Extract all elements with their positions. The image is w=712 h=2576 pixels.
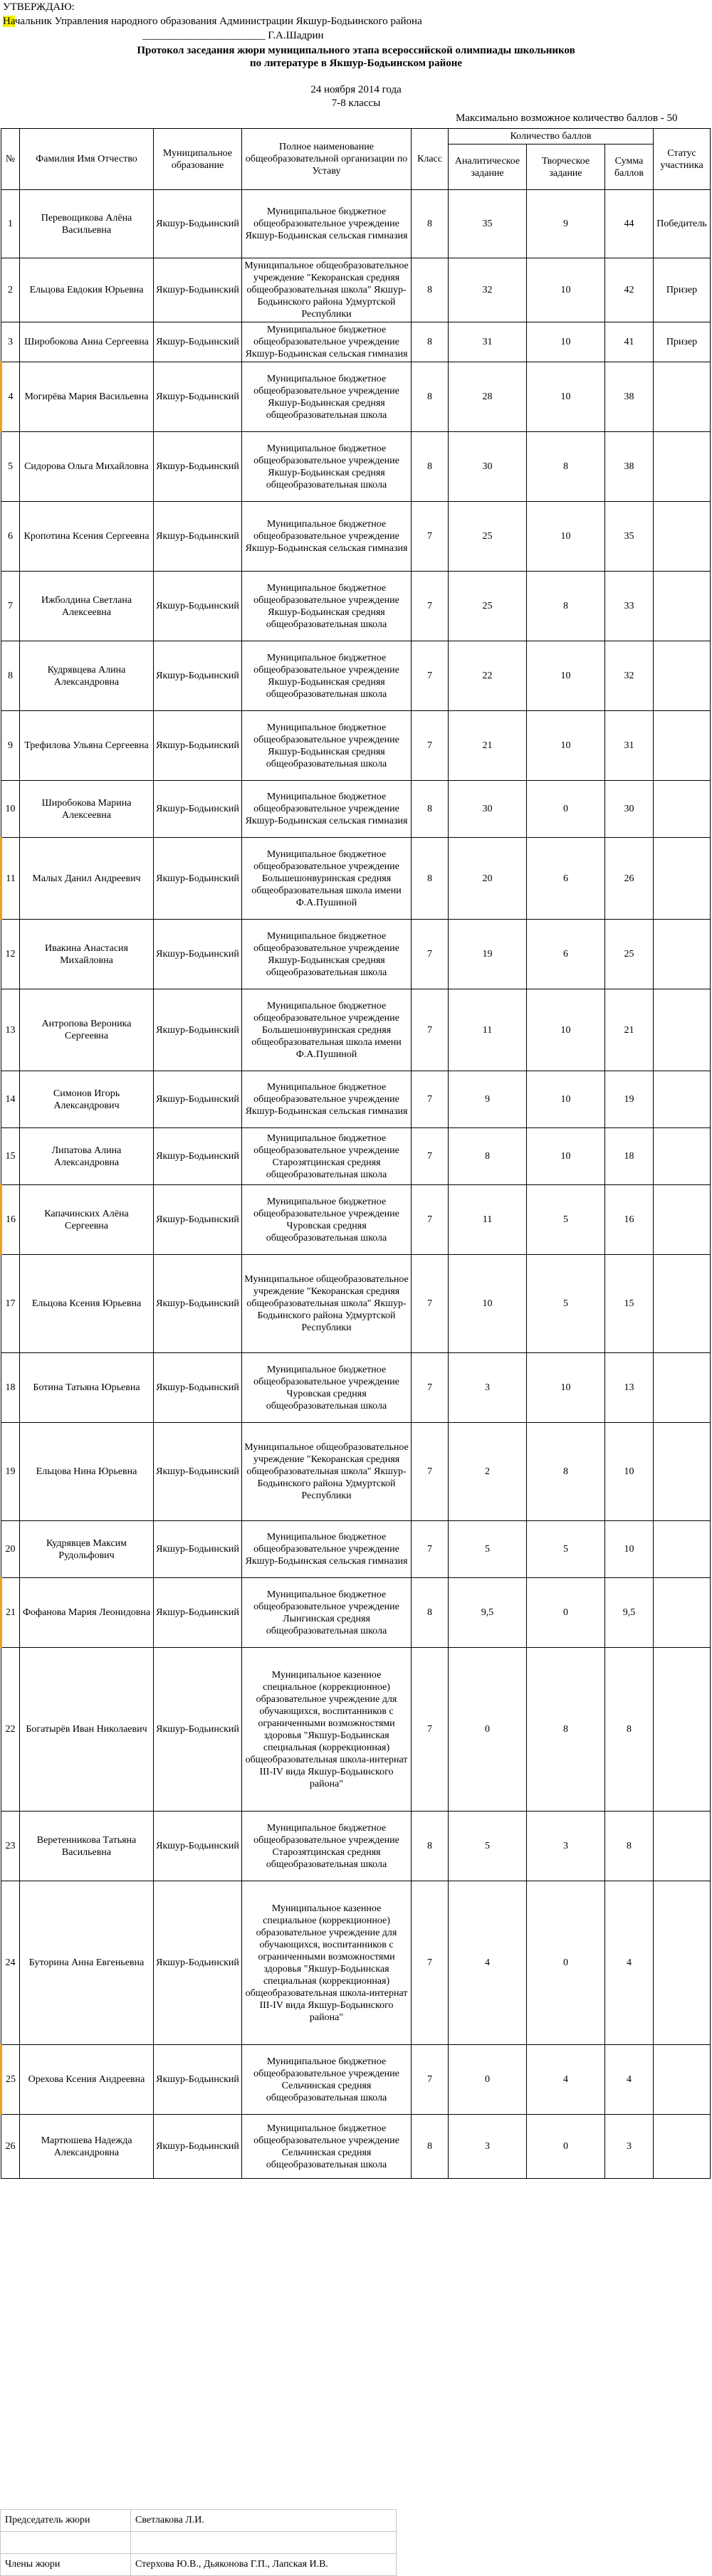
- creative-score: 0: [527, 2115, 605, 2179]
- total-score: 16: [605, 1185, 654, 1255]
- creative-score: 10: [527, 641, 605, 711]
- organization: Муниципальное казенное специальное (коррекционное) образовательное учреждение для обучающихся, воспитанников с ограниченными возможностями здоровья "Якшур-Бодьинская специальная (коррекционная) общеобразовательная школа-интернат III-IV вида Якшур-Бодьинского района": [242, 1648, 412, 1812]
- analytic-score: 35: [449, 190, 527, 258]
- total-score: 44: [605, 190, 654, 258]
- class: 7: [412, 989, 449, 1071]
- table-row: [1, 1353, 711, 1423]
- class: 7: [412, 1255, 449, 1353]
- protocol-title-2: по литературе в Якшур-Бодьинском районе: [249, 58, 463, 69]
- creative-score: 5: [527, 1185, 605, 1255]
- organization: Муниципальное общеобразовательное учреждение "Кекоранская средняя общеобразовательная школа" Якшур-Бодьинского района Удмуртской Республики: [242, 1255, 412, 1353]
- class: 8: [412, 838, 449, 920]
- row-number: 8: [1, 641, 20, 711]
- protocol-title-1: Протокол заседания жюри муниципального этапа всероссийской олимпиады школьников: [137, 45, 575, 56]
- municipality: Якшур-Бодьинский: [154, 432, 242, 502]
- row-number: 2: [1, 258, 20, 322]
- municipality: Якшур-Бодьинский: [154, 838, 242, 920]
- row-number: 16: [1, 1185, 20, 1255]
- participant-name: Широбокова Анна Сергеевна: [20, 322, 154, 362]
- participant-status: [654, 920, 711, 989]
- participant-status: [654, 781, 711, 838]
- creative-score: 10: [527, 1071, 605, 1128]
- spacer-cell: [1, 2532, 131, 2554]
- row-number: 24: [1, 1881, 20, 2045]
- class: 8: [412, 1578, 449, 1648]
- participant-name: Перевощикова Алёна Васильевна: [20, 190, 154, 258]
- organization: Муниципальное бюджетное общеобразовательное учреждение Лынгинская средняя общеобразовательная школа: [242, 1578, 412, 1648]
- analytic-score: 21: [449, 711, 527, 781]
- class: 8: [412, 322, 449, 362]
- participant-name: Богатырёв Иван Николаевич: [20, 1648, 154, 1812]
- row-number: 1: [1, 190, 20, 258]
- class: 7: [412, 1128, 449, 1185]
- creative-score: 0: [527, 781, 605, 838]
- organization: Муниципальное бюджетное общеобразовательное учреждение Якшур-Бодьинская сельская гимназия: [242, 190, 412, 258]
- class: 8: [412, 781, 449, 838]
- creative-score: 6: [527, 838, 605, 920]
- total-score: 15: [605, 1255, 654, 1353]
- table-row: [1, 1071, 711, 1128]
- municipality: Якшур-Бодьинский: [154, 781, 242, 838]
- analytic-score: 31: [449, 322, 527, 362]
- participant-name: Кудрявцев Максим Рудольфович: [20, 1521, 154, 1578]
- class: 7: [412, 1521, 449, 1578]
- row-number: 5: [1, 432, 20, 502]
- municipality: Якшур-Бодьинский: [154, 1648, 242, 1812]
- participant-status: [654, 432, 711, 502]
- table-row: [1, 2045, 711, 2115]
- organization: Муниципальное бюджетное общеобразовательное учреждение Якшур-Бодьинская средняя общеобразовательная школа: [242, 572, 412, 641]
- analytic-score: 22: [449, 641, 527, 711]
- row-number: 13: [1, 989, 20, 1071]
- organization: Муниципальное бюджетное общеобразовательное учреждение Якшур-Бодьинская сельская гимназия: [242, 502, 412, 572]
- analytic-score: 30: [449, 432, 527, 502]
- total-score: 25: [605, 920, 654, 989]
- max-score: Максимально возможное количество баллов - 50: [456, 112, 678, 124]
- participant-name: Могирёва Мария Васильевна: [20, 362, 154, 432]
- municipality: Якшур-Бодьинский: [154, 2115, 242, 2179]
- participant-name: Веретенникова Татьяна Васильевна: [20, 1812, 154, 1881]
- members-names: Стерхова Ю.В., Дьяконова Г.П., Лапская И.В.: [131, 2554, 397, 2576]
- organization: Муниципальное бюджетное общеобразовательное учреждение Якшур-Бодьинская средняя общеобразовательная школа: [242, 362, 412, 432]
- header-sum: Сумма баллов: [605, 144, 654, 190]
- row-number: 25: [1, 2045, 20, 2115]
- participant-name: Антропова Вероника Сергеевна: [20, 989, 154, 1071]
- total-score: 18: [605, 1128, 654, 1185]
- creative-score: 6: [527, 920, 605, 989]
- creative-score: 0: [527, 1881, 605, 2045]
- organization: Муниципальное бюджетное общеобразовательное учреждение Якшур-Бодьинская сельская гимназия: [242, 322, 412, 362]
- head-position-text: чальник Управления народного образования Администрации Якшур-Бодьинского района: [14, 16, 422, 27]
- participant-name: Ижболдина Светлана Алексеевна: [20, 572, 154, 641]
- total-score: 8: [605, 1648, 654, 1812]
- row-number: 20: [1, 1521, 20, 1578]
- organization: Муниципальное бюджетное общеобразовательное учреждение Большешонвуринская средняя общеобразовательная школа имени Ф.А.Пушиной: [242, 989, 412, 1071]
- participant-status: Победитель: [654, 190, 711, 258]
- participant-name: Ельцова Евдокия Юрьевна: [20, 258, 154, 322]
- organization: Муниципальное бюджетное общеобразовательное учреждение Якшур-Бодьинская средняя общеобразовательная школа: [242, 920, 412, 989]
- participant-name: Орехова Ксения Андреевна: [20, 2045, 154, 2115]
- organization: Муниципальное общеобразовательное учреждение "Кекоранская средняя общеобразовательная школа" Якшур-Бодьинского района Удмуртской Республики: [242, 1423, 412, 1521]
- total-score: 38: [605, 362, 654, 432]
- table-row: [1, 711, 711, 781]
- total-score: 10: [605, 1423, 654, 1521]
- participant-status: [654, 838, 711, 920]
- participant-status: [654, 1071, 711, 1128]
- table-row: [1, 641, 711, 711]
- participant-status: [654, 502, 711, 572]
- participant-name: Трефилова Ульяна Сергеевна: [20, 711, 154, 781]
- analytic-score: 0: [449, 2045, 527, 2115]
- municipality: Якшур-Бодьинский: [154, 1185, 242, 1255]
- signatures-table: [0, 2509, 397, 2576]
- participant-status: [654, 1521, 711, 1578]
- class: 8: [412, 190, 449, 258]
- municipality: Якшур-Бодьинский: [154, 572, 242, 641]
- total-score: 9,5: [605, 1578, 654, 1648]
- participant-name: Ботина Татьяна Юрьевна: [20, 1353, 154, 1423]
- class: 7: [412, 1071, 449, 1128]
- creative-score: 4: [527, 2045, 605, 2115]
- class: 7: [412, 572, 449, 641]
- class: 7: [412, 502, 449, 572]
- analytic-score: 11: [449, 989, 527, 1071]
- total-score: 32: [605, 641, 654, 711]
- analytic-score: 30: [449, 781, 527, 838]
- municipality: Якшур-Бодьинский: [154, 2045, 242, 2115]
- participant-name: Фофанова Мария Леонидовна: [20, 1578, 154, 1648]
- class: 7: [412, 1648, 449, 1812]
- participant-status: [654, 989, 711, 1071]
- class: 7: [412, 1881, 449, 2045]
- participant-name: Ивакина Анастасия Михайловна: [20, 920, 154, 989]
- participant-name: Кудрявцева Алина Александровна: [20, 641, 154, 711]
- creative-score: 10: [527, 711, 605, 781]
- organization: Муниципальное бюджетное общеобразовательное учреждение Сельчинская средняя общеобразовательная школа: [242, 2045, 412, 2115]
- municipality: Якшур-Бодьинский: [154, 258, 242, 322]
- total-score: 35: [605, 502, 654, 572]
- organization: Муниципальное бюджетное общеобразовательное учреждение Якшур-Бодьинская средняя общеобразовательная школа: [242, 711, 412, 781]
- table-row: [1, 1185, 711, 1255]
- class: 8: [412, 432, 449, 502]
- total-score: 38: [605, 432, 654, 502]
- analytic-score: 5: [449, 1521, 527, 1578]
- table-row: [1, 1578, 711, 1648]
- analytic-score: 25: [449, 572, 527, 641]
- total-score: 19: [605, 1071, 654, 1128]
- participant-name: Ельцова Ксения Юрьевна: [20, 1255, 154, 1353]
- municipality: Якшур-Бодьинский: [154, 1255, 242, 1353]
- table-row: [1, 322, 711, 362]
- row-number: 9: [1, 711, 20, 781]
- participant-status: [654, 1648, 711, 1812]
- row-number: 14: [1, 1071, 20, 1128]
- organization: Муниципальное казенное специальное (коррекционное) образовательное учреждение для обучающихся, воспитанников с ограниченными возможностями здоровья "Якшур-Бодьинская специальная (коррекционная) общеобразовательная школа-интернат III-IV вида Якшур-Бодьинского района": [242, 1881, 412, 2045]
- creative-score: 5: [527, 1521, 605, 1578]
- creative-score: 10: [527, 322, 605, 362]
- creative-score: 10: [527, 1128, 605, 1185]
- organization: Муниципальное общеобразовательное учреждение "Кекоранская средняя общеобразовательная школа" Якшур-Бодьинского района Удмуртской Республики: [242, 258, 412, 322]
- table-row: [1, 989, 711, 1071]
- participant-name: Липатова Алина Александровна: [20, 1128, 154, 1185]
- table-row: [1, 362, 711, 432]
- analytic-score: 8: [449, 1128, 527, 1185]
- class: 7: [412, 920, 449, 989]
- total-score: 26: [605, 838, 654, 920]
- header-muni: Муниципальное образование: [154, 129, 242, 190]
- creative-score: 8: [527, 1648, 605, 1812]
- creative-score: 8: [527, 432, 605, 502]
- municipality: Якшур-Бодьинский: [154, 322, 242, 362]
- analytic-score: 32: [449, 258, 527, 322]
- class: 8: [412, 2115, 449, 2179]
- header-num: №: [1, 129, 20, 190]
- table-row: [1, 1881, 711, 2045]
- row-number: 11: [1, 838, 20, 920]
- creative-score: 10: [527, 1353, 605, 1423]
- municipality: Якшур-Бодьинский: [154, 1071, 242, 1128]
- highlighted-cell[interactable]: На: [3, 16, 15, 27]
- participant-name: Кропотина Ксения Сергеевна: [20, 502, 154, 572]
- row-number: 6: [1, 502, 20, 572]
- chair-label: Председатель жюри: [1, 2510, 131, 2532]
- header-status: Статус участника: [654, 129, 711, 190]
- row-number: 4: [1, 362, 20, 432]
- participant-name: Буторина Анна Евгеньевна: [20, 1881, 154, 2045]
- total-score: 30: [605, 781, 654, 838]
- table-row: [1, 190, 711, 258]
- table-row: [1, 1128, 711, 1185]
- participant-name: Малых Данил Андреевич: [20, 838, 154, 920]
- total-score: 41: [605, 322, 654, 362]
- participant-name: Капачинских Алёна Сергеевна: [20, 1185, 154, 1255]
- total-score: 3: [605, 2115, 654, 2179]
- total-score: 31: [605, 711, 654, 781]
- organization: Муниципальное бюджетное общеобразовательное учреждение Чуровская средняя общеобразовательная школа: [242, 1185, 412, 1255]
- spacer-cell: [131, 2532, 397, 2554]
- analytic-score: 10: [449, 1255, 527, 1353]
- analytic-score: 20: [449, 838, 527, 920]
- class: 8: [412, 258, 449, 322]
- participant-name: Сидорова Ольга Михайловна: [20, 432, 154, 502]
- analytic-score: 11: [449, 1185, 527, 1255]
- creative-score: 5: [527, 1255, 605, 1353]
- participant-name: Мартюшева Надежда Александровна: [20, 2115, 154, 2179]
- analytic-score: 9,5: [449, 1578, 527, 1648]
- creative-score: 10: [527, 502, 605, 572]
- table-row: [1, 1423, 711, 1521]
- class: 7: [412, 711, 449, 781]
- municipality: Якшур-Бодьинский: [154, 502, 242, 572]
- table-row: [1, 432, 711, 502]
- organization: Муниципальное бюджетное общеобразовательное учреждение Якшур-Бодьинская сельская гимназия: [242, 1521, 412, 1578]
- organization: Муниципальное бюджетное общеобразовательное учреждение Якшур-Бодьинская средняя общеобразовательная школа: [242, 641, 412, 711]
- table-row: [1, 920, 711, 989]
- class: 8: [412, 1812, 449, 1881]
- row-number: 26: [1, 2115, 20, 2179]
- analytic-score: 3: [449, 2115, 527, 2179]
- signature-line: _______________________ Г.А.Шадрин: [142, 30, 324, 41]
- total-score: 8: [605, 1812, 654, 1881]
- municipality: Якшур-Бодьинский: [154, 1423, 242, 1521]
- participant-status: [654, 2115, 711, 2179]
- class: 7: [412, 1185, 449, 1255]
- analytic-score: 0: [449, 1648, 527, 1812]
- class: 7: [412, 641, 449, 711]
- organization: Муниципальное бюджетное общеобразовательное учреждение Старозятцинская средняя общеобразовательная школа: [242, 1812, 412, 1881]
- organization: Муниципальное бюджетное общеобразовательное учреждение Сельчинская средняя общеобразовательная школа: [242, 2115, 412, 2179]
- municipality: Якшур-Бодьинский: [154, 920, 242, 989]
- row-number: 21: [1, 1578, 20, 1648]
- row-number: 10: [1, 781, 20, 838]
- participant-status: [654, 641, 711, 711]
- participant-status: [654, 711, 711, 781]
- approve-label: УТВЕРЖДАЮ:: [3, 1, 75, 13]
- total-score: 21: [605, 989, 654, 1071]
- organization: Муниципальное бюджетное общеобразовательное учреждение Якшур-Бодьинская сельская гимназия: [242, 1071, 412, 1128]
- analytic-score: 3: [449, 1353, 527, 1423]
- municipality: Якшур-Бодьинский: [154, 1521, 242, 1578]
- class: 7: [412, 1353, 449, 1423]
- municipality: Якшур-Бодьинский: [154, 989, 242, 1071]
- total-score: 33: [605, 572, 654, 641]
- creative-score: 10: [527, 989, 605, 1071]
- header-class: Класс: [412, 129, 449, 190]
- total-score: 4: [605, 2045, 654, 2115]
- municipality: Якшур-Бодьинский: [154, 1812, 242, 1881]
- row-number: 15: [1, 1128, 20, 1185]
- table-row: [1, 572, 711, 641]
- total-score: 4: [605, 1881, 654, 2045]
- header-points: Количество баллов: [449, 129, 654, 144]
- row-number: 3: [1, 322, 20, 362]
- total-score: 13: [605, 1353, 654, 1423]
- protocol-date: 24 ноября 2014 года: [310, 84, 402, 95]
- head-position: [3, 16, 422, 28]
- class: 7: [412, 1423, 449, 1521]
- table-row: [1, 1255, 711, 1353]
- creative-score: 10: [527, 362, 605, 432]
- results-table: [0, 128, 711, 2179]
- participant-status: [654, 1353, 711, 1423]
- participant-status: [654, 1578, 711, 1648]
- row-number: 12: [1, 920, 20, 989]
- creative-score: 8: [527, 572, 605, 641]
- participant-status: [654, 1423, 711, 1521]
- analytic-score: 4: [449, 1881, 527, 2045]
- creative-score: 3: [527, 1812, 605, 1881]
- municipality: Якшур-Бодьинский: [154, 1578, 242, 1648]
- class: 7: [412, 2045, 449, 2115]
- creative-score: 9: [527, 190, 605, 258]
- participant-status: Призер: [654, 258, 711, 322]
- participant-status: Призер: [654, 322, 711, 362]
- row-number: 23: [1, 1812, 20, 1881]
- municipality: Якшур-Бодьинский: [154, 1353, 242, 1423]
- table-row: [1, 838, 711, 920]
- total-score: 42: [605, 258, 654, 322]
- analytic-score: 28: [449, 362, 527, 432]
- analytic-score: 19: [449, 920, 527, 989]
- municipality: Якшур-Бодьинский: [154, 362, 242, 432]
- organization: Муниципальное бюджетное общеобразовательное учреждение Большешонвуринская средняя общеобразовательная школа имени Ф.А.Пушиной: [242, 838, 412, 920]
- municipality: Якшур-Бодьинский: [154, 190, 242, 258]
- creative-score: 10: [527, 258, 605, 322]
- class: 8: [412, 362, 449, 432]
- organization: Муниципальное бюджетное общеобразовательное учреждение Чуровская средняя общеобразовательная школа: [242, 1353, 412, 1423]
- header-creative: Творческое задание: [527, 144, 605, 190]
- row-number: 19: [1, 1423, 20, 1521]
- members-label: Члены жюри: [1, 2554, 131, 2576]
- header-org: Полное наименование общеобразовательной организации по Уставу: [242, 129, 412, 190]
- municipality: Якшур-Бодьинский: [154, 711, 242, 781]
- participant-status: [654, 362, 711, 432]
- participant-name: Симонов Игорь Александрович: [20, 1071, 154, 1128]
- row-number: 18: [1, 1353, 20, 1423]
- total-score: 10: [605, 1521, 654, 1578]
- municipality: Якшур-Бодьинский: [154, 641, 242, 711]
- creative-score: 8: [527, 1423, 605, 1521]
- table-row: [1, 781, 711, 838]
- municipality: Якшур-Бодьинский: [154, 1128, 242, 1185]
- analytic-score: 9: [449, 1071, 527, 1128]
- row-number: 17: [1, 1255, 20, 1353]
- row-number: 7: [1, 572, 20, 641]
- participant-status: [654, 1881, 711, 2045]
- analytic-score: 25: [449, 502, 527, 572]
- participant-status: [654, 1128, 711, 1185]
- analytic-score: 5: [449, 1812, 527, 1881]
- row-number: 22: [1, 1648, 20, 1812]
- participant-status: [654, 2045, 711, 2115]
- participant-status: [654, 1812, 711, 1881]
- header-name: Фамилия Имя Отчество: [20, 129, 154, 190]
- municipality: Якшур-Бодьинский: [154, 1881, 242, 2045]
- organization: Муниципальное бюджетное общеобразовательное учреждение Старозятцинская средняя общеобразовательная школа: [242, 1128, 412, 1185]
- table-row: [1, 502, 711, 572]
- table-row: [1, 2115, 711, 2179]
- chair-name: Светлакова Л.И.: [131, 2510, 397, 2532]
- participant-status: [654, 1255, 711, 1353]
- table-row: [1, 258, 711, 322]
- analytic-score: 2: [449, 1423, 527, 1521]
- participant-name: Ельцова Нина Юрьевна: [20, 1423, 154, 1521]
- table-row: [1, 1812, 711, 1881]
- table-row: [1, 1648, 711, 1812]
- organization: Муниципальное бюджетное общеобразовательное учреждение Якшур-Бодьинская сельская гимназия: [242, 781, 412, 838]
- protocol-classes: 7-8 классы: [331, 98, 381, 109]
- creative-score: 0: [527, 1578, 605, 1648]
- organization: Муниципальное бюджетное общеобразовательное учреждение Якшур-Бодьинская средняя общеобразовательная школа: [242, 432, 412, 502]
- participant-status: [654, 572, 711, 641]
- header-analytic: Аналитическое задание: [449, 144, 527, 190]
- participant-name: Широбокова Марина Алексеевна: [20, 781, 154, 838]
- participant-status: [654, 1185, 711, 1255]
- table-row: [1, 1521, 711, 1578]
